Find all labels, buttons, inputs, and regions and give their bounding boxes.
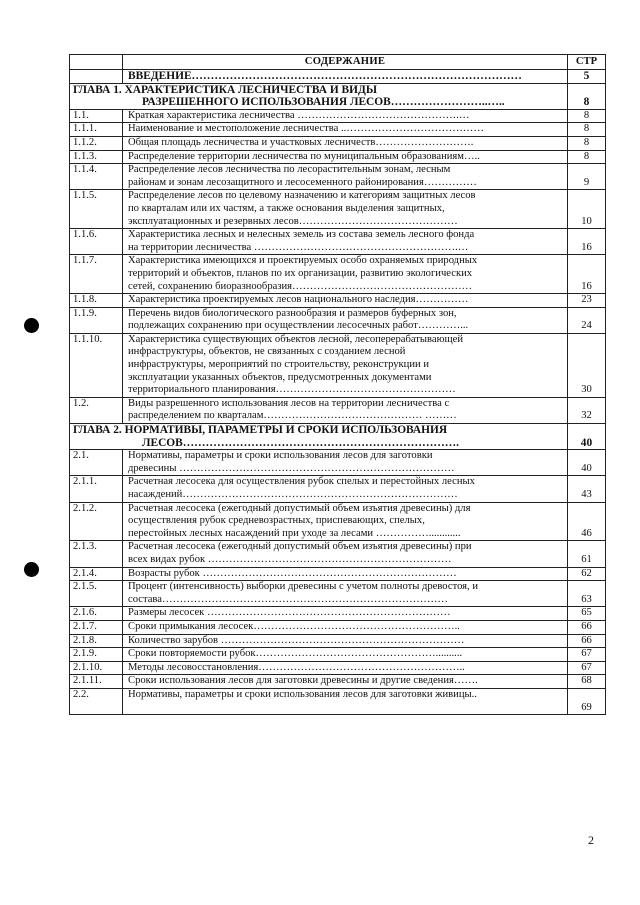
section-title-line: Распределение лесов лесничества по лесорастительным зонам, лесным bbox=[128, 164, 451, 176]
contents-table bbox=[69, 54, 606, 715]
section-page: 69 bbox=[568, 688, 606, 714]
section-number: 2.1.7. bbox=[70, 620, 123, 634]
binder-hole-top bbox=[24, 318, 39, 333]
section-number: 2.1.2. bbox=[70, 502, 123, 541]
toc-row[interactable] bbox=[70, 476, 606, 502]
section-page: 46 bbox=[568, 502, 606, 541]
toc-row[interactable] bbox=[70, 620, 606, 634]
section-title bbox=[123, 109, 568, 123]
section-number: 1.1.1. bbox=[70, 123, 123, 137]
section-title-line: Виды разрешенного использования лесов на территории лесничества с bbox=[128, 397, 450, 409]
page-column-header: СТР bbox=[568, 55, 606, 70]
section-page: 67 bbox=[568, 648, 606, 662]
section-title-line: Распределение территории лесничества по муниципальным образованиям….. bbox=[128, 150, 480, 162]
section-title bbox=[123, 136, 568, 150]
section-title-line: сетей, сохранению биоразнообразия…………………………………………… bbox=[128, 280, 473, 292]
toc-row[interactable] bbox=[70, 450, 606, 476]
section-page: 23 bbox=[568, 294, 606, 308]
toc-row[interactable] bbox=[70, 675, 606, 689]
section-number: 2.1.11. bbox=[70, 675, 123, 689]
toc-row[interactable] bbox=[70, 607, 606, 621]
section-page: 8 bbox=[568, 123, 606, 137]
section-number: 1.1.2. bbox=[70, 136, 123, 150]
section-title-line: Расчетная лесосека (ежегодный допустимый объем изъятия древесины) при bbox=[128, 541, 472, 553]
section-number: 1.1.8. bbox=[70, 294, 123, 308]
section-number: 1.1.7. bbox=[70, 255, 123, 294]
section-title bbox=[123, 255, 568, 294]
section-number: 2.1.6. bbox=[70, 607, 123, 621]
toc-row[interactable] bbox=[70, 307, 606, 333]
section-number: 1.1.9. bbox=[70, 307, 123, 333]
section-title-line: Сроки использования лесов для заготовки древесины и другие сведения……. bbox=[128, 675, 478, 687]
section-number: 1.1. bbox=[70, 109, 123, 123]
section-title-line: распределением по кварталам……………………………………… ……… bbox=[128, 410, 457, 422]
toc-row[interactable] bbox=[70, 164, 606, 190]
section-title-line: древесины …………………………………………………………………… bbox=[128, 462, 455, 474]
section-title-line: Сроки повторяемости рубок…………………………………………….......... bbox=[128, 648, 463, 660]
chapter-2-row[interactable] bbox=[70, 424, 606, 450]
toc-row[interactable] bbox=[70, 661, 606, 675]
chapter-1-row[interactable] bbox=[70, 83, 606, 109]
section-number: 1.1.6. bbox=[70, 229, 123, 255]
section-title bbox=[123, 607, 568, 621]
section-title-line: Возрасты рубок ……………………………………………………………… bbox=[128, 567, 457, 579]
toc-row[interactable] bbox=[70, 255, 606, 294]
section-page: 30 bbox=[568, 333, 606, 397]
toc-row[interactable] bbox=[70, 502, 606, 541]
toc-row[interactable] bbox=[70, 150, 606, 164]
intro-title: ВВЕДЕНИЕ…………………………………………………………………………… bbox=[123, 70, 568, 84]
section-title-line: Методы лесовосстановления………………………………………………….. bbox=[128, 661, 465, 673]
section-page: 40 bbox=[568, 450, 606, 476]
section-number: 2.1.3. bbox=[70, 541, 123, 567]
section-page: 43 bbox=[568, 476, 606, 502]
section-title-line: районам и зонам лесозащитного и лесосеменного районирования…………… bbox=[128, 176, 477, 188]
section-title bbox=[123, 123, 568, 137]
section-number: 2.1.8. bbox=[70, 634, 123, 648]
section-title-line: Характеристика лесных и нелесных земель из состава земель лесного фонда bbox=[128, 229, 475, 241]
section-title-line: Распределение лесов по целевому назначению и категориям защитных лесов bbox=[128, 190, 476, 202]
toc-row[interactable] bbox=[70, 581, 606, 607]
toc-row[interactable] bbox=[70, 567, 606, 581]
toc-row[interactable] bbox=[70, 648, 606, 662]
section-title bbox=[123, 541, 568, 567]
intro-row[interactable] bbox=[70, 70, 606, 84]
section-title-line: Нормативы, параметры и сроки использования лесов для заготовки живицы.. bbox=[128, 688, 477, 700]
section-page: 16 bbox=[568, 255, 606, 294]
section-title-line: на территории лесничества ………………………………………………….… bbox=[128, 241, 469, 253]
section-page: 8 bbox=[568, 136, 606, 150]
section-number: 2.1.5. bbox=[70, 581, 123, 607]
section-title bbox=[123, 675, 568, 689]
section-number: 2.1. bbox=[70, 450, 123, 476]
section-title-line: Краткая характеристика лесничества ……………………………………….… bbox=[128, 109, 470, 121]
section-title bbox=[123, 164, 568, 190]
section-title bbox=[123, 567, 568, 581]
section-page: 62 bbox=[568, 567, 606, 581]
section-title-line: Расчетная лесосека для осуществления рубок спелых и перестойных лесных bbox=[128, 476, 475, 488]
section-title-line: эксплуатационных и резервных лесов……………………………………… bbox=[128, 215, 458, 227]
section-number: 2.1.1. bbox=[70, 476, 123, 502]
section-title-line: территорий и объектов, планов по их организации, развитию экологических bbox=[128, 267, 473, 279]
section-number: 1.1.10. bbox=[70, 333, 123, 397]
toc-row[interactable] bbox=[70, 397, 606, 423]
toc-row[interactable] bbox=[70, 109, 606, 123]
chapter-1-page: 8 bbox=[568, 83, 606, 109]
section-title bbox=[123, 648, 568, 662]
section-title-line: территориального планирования…………………………………………… bbox=[128, 384, 456, 396]
section-title bbox=[123, 581, 568, 607]
section-number: 1.1.4. bbox=[70, 164, 123, 190]
chapter-1-cont: РАЗРЕШЕННОГО ИСПОЛЬЗОВАНИЯ ЛЕСОВ……………………..….. bbox=[142, 96, 505, 109]
toc-row[interactable] bbox=[70, 190, 606, 229]
section-page: 8 bbox=[568, 150, 606, 164]
section-title-line: Характеристика проектируемых лесов национального наследия…………… bbox=[128, 294, 469, 306]
section-title bbox=[123, 688, 568, 714]
section-title bbox=[123, 150, 568, 164]
section-title bbox=[123, 397, 568, 423]
section-title bbox=[123, 333, 568, 397]
section-title bbox=[123, 307, 568, 333]
section-title-line: перестойных лесных насаждений при уходе за лесами ……………............ bbox=[128, 527, 461, 539]
section-number: 1.2. bbox=[70, 397, 123, 423]
section-title bbox=[123, 229, 568, 255]
section-page: 24 bbox=[568, 307, 606, 333]
section-title bbox=[123, 661, 568, 675]
section-title bbox=[123, 294, 568, 308]
section-title-line: Сроки примыкания лесосек………………………………………………….. bbox=[128, 620, 460, 632]
section-title-line: всех видах рубок …………………………………………………………… bbox=[128, 553, 452, 565]
section-number: 2.1.4. bbox=[70, 567, 123, 581]
section-page: 65 bbox=[568, 607, 606, 621]
section-page: 10 bbox=[568, 190, 606, 229]
section-title-line: инфраструктуры, мероприятий по строительству, реконструкции и bbox=[128, 359, 429, 371]
intro-page: 5 bbox=[568, 70, 606, 84]
section-title-line: Характеристика существующих объектов лесной, лесоперерабатывающей bbox=[128, 333, 464, 345]
chapter-1-label: ГЛАВА 1. ХАРАКТЕРИСТИКА ЛЕСНИЧЕСТВА И ВИДЫ bbox=[73, 83, 378, 96]
toc-row[interactable] bbox=[70, 229, 606, 255]
section-page: 16 bbox=[568, 229, 606, 255]
section-page: 9 bbox=[568, 164, 606, 190]
toc-row[interactable] bbox=[70, 294, 606, 308]
section-page: 67 bbox=[568, 661, 606, 675]
toc-row[interactable] bbox=[70, 541, 606, 567]
section-title bbox=[123, 634, 568, 648]
section-title-line: Общая площадь лесничества и участковых лесничеств………………………. bbox=[128, 136, 474, 148]
section-title-line: осуществления рубок средневозрастных, приспевающих, спелых, bbox=[128, 515, 425, 527]
section-title-line: эксплуатации указанных объектов, предусмотренных документами bbox=[128, 371, 432, 383]
section-title-line: состава……………………………………………………………………… bbox=[128, 593, 449, 605]
section-number: 2.2. bbox=[70, 688, 123, 714]
section-title bbox=[123, 620, 568, 634]
toc-row[interactable] bbox=[70, 136, 606, 150]
section-page: 32 bbox=[568, 397, 606, 423]
table-header-row bbox=[70, 55, 606, 70]
section-number: 1.1.3. bbox=[70, 150, 123, 164]
section-page: 66 bbox=[568, 634, 606, 648]
toc-row[interactable] bbox=[70, 123, 606, 137]
section-page: 66 bbox=[568, 620, 606, 634]
toc-row[interactable] bbox=[70, 634, 606, 648]
header-empty-cell bbox=[70, 55, 123, 70]
section-title-line: Количество зарубов …………………………………………………………… bbox=[128, 634, 465, 646]
section-title-line: Расчетная лесосека (ежегодный допустимый объем изъятия древесины) для bbox=[128, 502, 471, 514]
toc-row[interactable] bbox=[70, 688, 606, 714]
section-title-line: Характеристика имеющихся и проектируемых особо охраняемых природных bbox=[128, 255, 478, 267]
chapter-2-page: 40 bbox=[568, 424, 606, 450]
section-title-line: насаждений…………………………………………………………………… bbox=[128, 489, 458, 500]
section-title bbox=[123, 190, 568, 229]
section-title-line: по кварталам или их частям, а также основания выделения защитных, bbox=[128, 202, 445, 214]
section-number: 1.1.5. bbox=[70, 190, 123, 229]
section-number: 2.1.10. bbox=[70, 661, 123, 675]
chapter-2-cont: ЛЕСОВ………………………………………………………………. bbox=[142, 436, 459, 449]
contents-title: СОДЕРЖАНИЕ bbox=[123, 55, 568, 70]
section-page: 8 bbox=[568, 109, 606, 123]
section-page: 63 bbox=[568, 581, 606, 607]
binder-hole-bottom bbox=[24, 562, 39, 577]
section-title-line: Перечень видов биологического разнообразия и размеров буферных зон, bbox=[128, 307, 457, 319]
section-title-line bbox=[128, 702, 563, 715]
intro-num-cell bbox=[70, 70, 123, 84]
section-number: 2.1.9. bbox=[70, 648, 123, 662]
section-title-line: подлежащих сохранению при осуществлении лесосечных работ…………... bbox=[128, 320, 469, 332]
section-title-line: Наименование и местоположение лесничества ..………………………………… bbox=[128, 123, 484, 135]
section-title bbox=[123, 502, 568, 541]
page-number: 2 bbox=[588, 833, 594, 847]
section-title-line: Нормативы, параметры и сроки использования лесов для заготовки bbox=[128, 450, 433, 462]
toc-row[interactable] bbox=[70, 333, 606, 397]
section-title bbox=[123, 476, 568, 502]
section-title-line: Процент (интенсивность) выборки древесины с учетом полноты древостоя, и bbox=[128, 581, 478, 593]
chapter-2-label: ГЛАВА 2. НОРМАТИВЫ, ПАРАМЕТРЫ И СРОКИ ИСПОЛЬЗОВАНИЯ bbox=[73, 424, 448, 437]
section-title-line: Размеры лесосек …………………………………………………………… bbox=[128, 607, 451, 619]
section-page: 68 bbox=[568, 675, 606, 689]
section-page: 61 bbox=[568, 541, 606, 567]
section-title bbox=[123, 450, 568, 476]
section-title-line: инфраструктуры, объектов, не связанных с созданием лесной bbox=[128, 346, 406, 358]
